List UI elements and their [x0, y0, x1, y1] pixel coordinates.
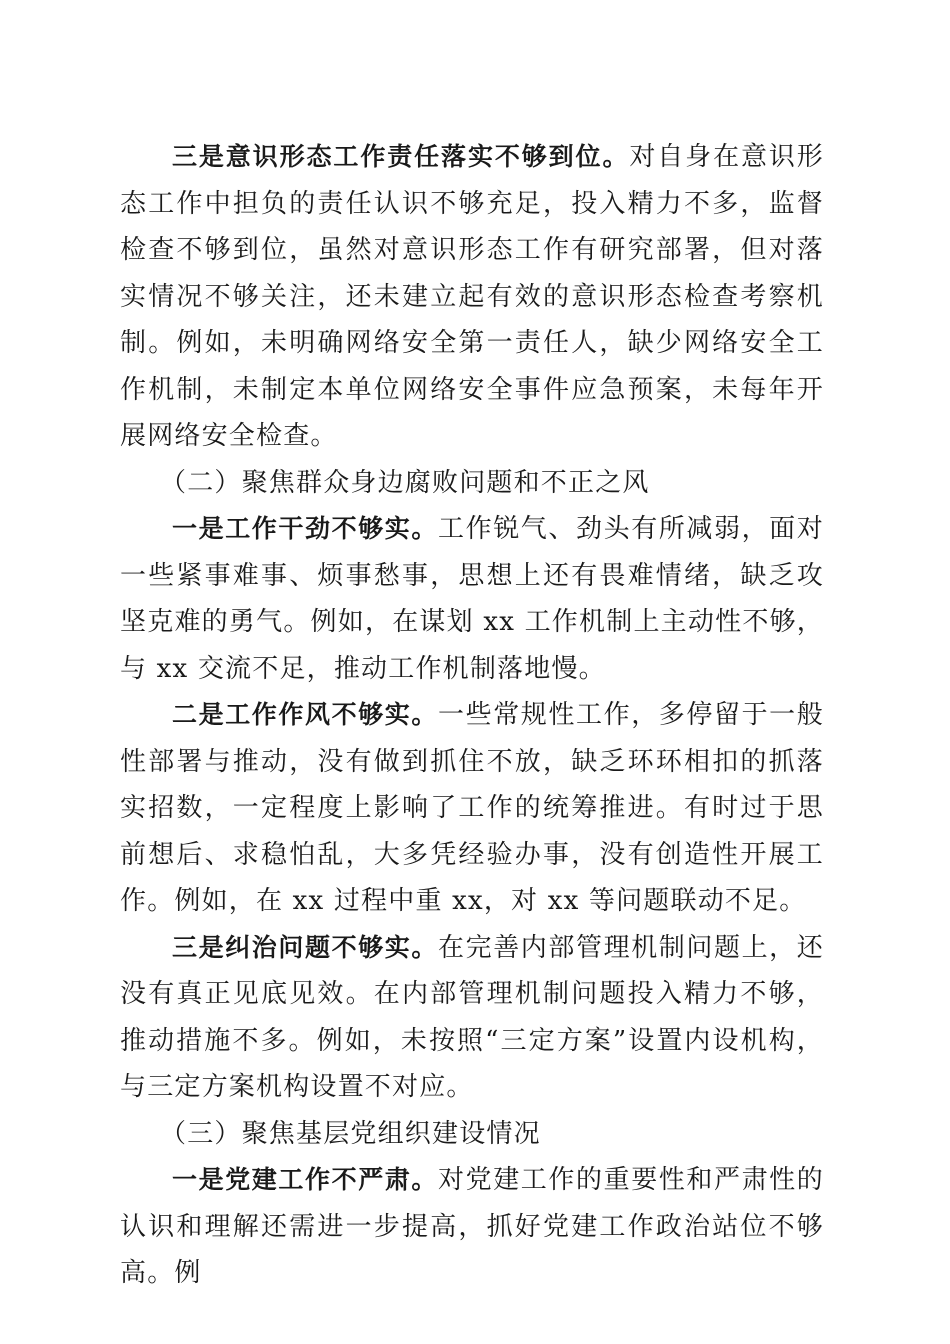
paragraph-lead: 一是工作干劲不够实。 — [172, 514, 438, 543]
paragraph-lead: 三是纠治问题不够实。 — [172, 932, 438, 962]
document-page — [120, 134, 824, 1297]
section-heading-2: （二）聚焦群众身边腐败问题和不正之风 — [160, 467, 650, 498]
paragraph-party-building — [120, 1157, 824, 1297]
paragraph-body: 一些常规性工作，多停留于一般性部署与推动，没有做到抓住不放，缺乏环环相扣的抓落实招数，一定程度上影响了工作的统筹推进。有时过于思前想后、求稳怕乱，大多凭经验办事，没有创造性开展工作。例如，在 xx 过程中重 xx，对 xx 等问题联动不足。 — [120, 700, 824, 916]
paragraph-body: 对自身在意识形态工作中担负的责任认识不够充足，投入精力不多，监督检查不够到位，虽然对意识形态工作有研究部署，但对落实情况不够关注，还未建立起有效的意识形态检查考察机制。例如，未明确网络安全第一责任人，缺少网络安全工作机制，未制定本单位网络安全事件应急预案，未每年开展网络安全检查。 — [120, 142, 824, 451]
paragraph-work-style — [120, 692, 824, 925]
paragraph-work-drive — [120, 506, 824, 692]
section-heading-3: （三）聚焦基层党组织建设情况 — [160, 1118, 541, 1149]
paragraph-ideology-responsibility — [120, 134, 824, 460]
paragraph-lead: 一是党建工作不严肃。 — [172, 1165, 438, 1194]
paragraph-lead: 三是意识形态工作责任落实不够到位。 — [172, 142, 630, 171]
paragraph-body: 工作锐气、劲头有所减弱，面对一些紧事难事、烦事愁事，思想上还有畏难情绪，缺乏攻坚克难的勇气。例如，在谋划 xx 工作机制上主动性不够，与 xx 交流不足，推动工作机制落地慢。 — [120, 514, 824, 684]
paragraph-body: 对党建工作的重要性和严肃性的认识和理解还需进一步提高，抓好党建工作政治站位不够高。例 — [120, 1165, 824, 1288]
paragraph-body: 在完善内部管理机制问题上，还没有真正见底见效。在内部管理机制问题投入精力不够，推动措施不多。例如，未按照“三定方案”设置内设机构，与三定方案机构设置不对应。 — [120, 932, 824, 1102]
paragraph-rectification — [120, 925, 824, 1111]
paragraph-lead: 二是工作作风不够实。 — [172, 700, 438, 729]
